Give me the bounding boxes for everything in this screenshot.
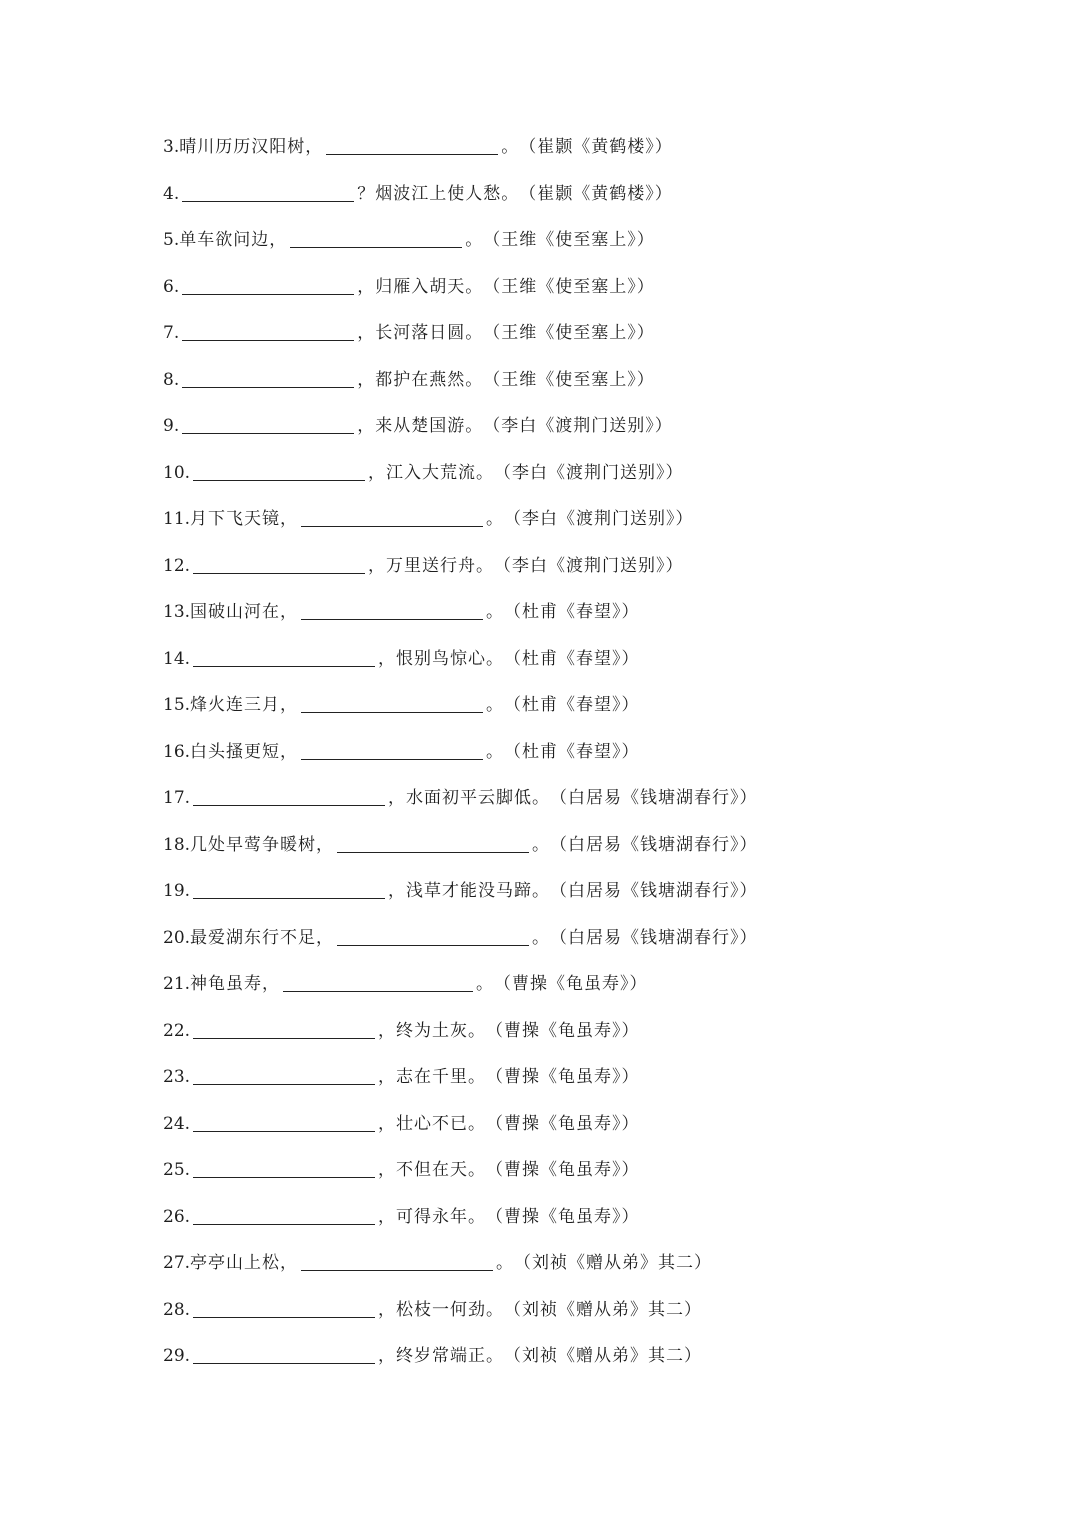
- question-number: 3.: [163, 137, 180, 157]
- poem-source: （刘祯《赠从弟》其二）: [504, 1346, 703, 1366]
- poem-source: （曹操《龟虽寿》）: [494, 974, 648, 994]
- question-item: [163, 221, 655, 251]
- verse-following-text: ，恨别鸟惊心。: [378, 648, 505, 669]
- question-number: 12.: [163, 555, 191, 576]
- poem-source: （刘祯《赠从弟》其二）: [504, 1299, 703, 1320]
- question-item: [163, 1198, 640, 1228]
- verse-given-text: 晴川历历汉阳树，: [179, 137, 324, 157]
- answer-blank[interactable]: [193, 1113, 375, 1132]
- question-number: 27.: [163, 1253, 191, 1273]
- verse-following-text: 。: [486, 741, 505, 762]
- poem-source: （刘祯《赠从弟》其二）: [514, 1253, 713, 1273]
- verse-given-text: 国破山河在，: [190, 602, 299, 622]
- verse-following-text: 。: [532, 834, 551, 855]
- question-number: 26.: [163, 1206, 191, 1227]
- poem-source: （杜甫《春望》）: [504, 695, 640, 715]
- answer-blank[interactable]: [326, 136, 498, 155]
- answer-blank[interactable]: [193, 1206, 375, 1225]
- poem-source: （曹操《龟虽寿》）: [486, 1160, 640, 1180]
- question-number: 9.: [163, 416, 180, 436]
- question-number: 10.: [163, 462, 191, 483]
- verse-following-text: 。: [465, 230, 484, 250]
- answer-blank[interactable]: [193, 1066, 375, 1085]
- answer-blank[interactable]: [337, 834, 529, 853]
- poem-source: （王维《使至塞上》）: [483, 276, 655, 297]
- question-item: [163, 175, 673, 205]
- answer-blank[interactable]: [182, 369, 354, 388]
- question-item: [163, 268, 655, 298]
- question-number: 4.: [163, 183, 180, 204]
- question-item: [163, 872, 758, 902]
- question-item: [163, 919, 758, 949]
- poem-source: （王维《使至塞上》）: [483, 369, 655, 390]
- verse-following-text: ，终为土灰。: [378, 1020, 487, 1041]
- verse-following-text: ，万里送行舟。: [368, 555, 495, 576]
- verse-following-text: 。: [476, 974, 495, 994]
- poem-source: （崔颢《黄鹤楼》）: [519, 137, 673, 157]
- answer-blank[interactable]: [193, 1159, 375, 1178]
- verse-following-text: ，可得永年。: [378, 1206, 487, 1227]
- question-item: [163, 314, 655, 344]
- verse-following-text: ？烟波江上使人愁。: [357, 183, 520, 204]
- answer-blank[interactable]: [301, 1252, 493, 1271]
- question-number: 28.: [163, 1299, 191, 1320]
- question-item: [163, 1337, 702, 1367]
- question-item: [163, 640, 640, 670]
- poem-source: （李白《渡荆门送别》）: [494, 462, 684, 483]
- question-item: [163, 686, 640, 716]
- verse-following-text: 。: [486, 695, 505, 715]
- verse-following-text: ，终岁常端正。: [378, 1346, 505, 1366]
- answer-blank[interactable]: [182, 183, 354, 202]
- verse-given-text: 月下飞天镜，: [190, 509, 299, 529]
- answer-blank[interactable]: [290, 229, 462, 248]
- answer-blank[interactable]: [337, 927, 529, 946]
- question-item: [163, 547, 684, 577]
- question-number: 25.: [163, 1160, 191, 1180]
- answer-blank[interactable]: [193, 555, 365, 574]
- question-item: [163, 1151, 640, 1181]
- poem-source: （崔颢《黄鹤楼》）: [519, 183, 673, 204]
- question-item: [163, 826, 758, 856]
- verse-following-text: ，志在千里。: [378, 1067, 487, 1087]
- verse-given-text: 神龟虽寿，: [190, 974, 281, 994]
- question-number: 18.: [163, 834, 191, 855]
- answer-blank[interactable]: [193, 648, 375, 667]
- verse-given-text: 白头搔更短，: [190, 741, 299, 762]
- question-number: 17.: [163, 788, 191, 808]
- question-number: 22.: [163, 1020, 191, 1041]
- question-item: [163, 1012, 640, 1042]
- verse-following-text: ，浅草才能没马蹄。: [388, 881, 551, 901]
- question-number: 21.: [163, 974, 191, 994]
- answer-blank[interactable]: [193, 880, 385, 899]
- verse-given-text: 亭亭山上松，: [190, 1253, 299, 1273]
- verse-given-text: 最爱湖东行不足，: [190, 927, 335, 948]
- question-number: 5.: [163, 230, 180, 250]
- poem-source: （曹操《龟虽寿》）: [486, 1020, 640, 1041]
- verse-given-text: 烽火连三月，: [190, 695, 299, 715]
- question-item: [163, 361, 655, 391]
- question-item: [163, 454, 684, 484]
- verse-following-text: 。: [486, 602, 505, 622]
- answer-blank[interactable]: [193, 1020, 375, 1039]
- verse-following-text: ，水面初平云脚低。: [388, 788, 551, 808]
- answer-blank[interactable]: [182, 276, 354, 295]
- verse-following-text: 。: [496, 1253, 515, 1273]
- poem-source: （白居易《钱塘湖春行》）: [550, 881, 758, 901]
- question-item: [163, 779, 758, 809]
- verse-following-text: ，松枝一何劲。: [378, 1299, 505, 1320]
- question-number: 13.: [163, 602, 191, 622]
- question-number: 20.: [163, 927, 191, 948]
- verse-following-text: ，不但在天。: [378, 1160, 487, 1180]
- question-number: 6.: [163, 276, 180, 297]
- poem-source: （杜甫《春望》）: [504, 602, 640, 622]
- question-number: 8.: [163, 369, 180, 390]
- question-number: 15.: [163, 695, 191, 715]
- question-number: 7.: [163, 323, 180, 343]
- poem-source: （李白《渡荆门送别》）: [483, 416, 673, 436]
- poem-source: （白居易《钱塘湖春行》）: [550, 788, 758, 808]
- verse-following-text: ，江入大荒流。: [368, 462, 495, 483]
- question-item: [163, 1244, 712, 1274]
- poem-source: （杜甫《春望》）: [504, 741, 640, 762]
- answer-blank[interactable]: [301, 694, 483, 713]
- poem-source: （王维《使至塞上》）: [483, 323, 655, 343]
- verse-following-text: 。: [532, 927, 551, 948]
- verse-following-text: ，都护在燕然。: [357, 369, 484, 390]
- question-number: 16.: [163, 741, 191, 762]
- question-item: [163, 1105, 640, 1135]
- verse-following-text: 。: [501, 137, 520, 157]
- poem-source: （曹操《龟虽寿》）: [486, 1113, 640, 1134]
- question-item: [163, 593, 640, 623]
- question-item: [163, 1291, 702, 1321]
- question-item: [163, 733, 640, 763]
- question-number: 24.: [163, 1113, 191, 1134]
- poem-source: （李白《渡荆门送别》）: [504, 509, 694, 529]
- answer-blank[interactable]: [301, 508, 483, 527]
- answer-blank[interactable]: [193, 462, 365, 481]
- answer-blank[interactable]: [182, 322, 354, 341]
- verse-given-text: 几处早莺争暖树，: [190, 834, 335, 855]
- verse-given-text: 单车欲问边，: [179, 230, 288, 250]
- question-number: 29.: [163, 1346, 191, 1366]
- poem-source: （杜甫《春望》）: [504, 648, 640, 669]
- question-number: 11.: [163, 509, 191, 529]
- question-number: 19.: [163, 881, 191, 901]
- verse-following-text: ，来从楚国游。: [357, 416, 484, 436]
- poem-source: （王维《使至塞上》）: [483, 230, 655, 250]
- verse-following-text: ，壮心不已。: [378, 1113, 487, 1134]
- verse-following-text: ，长河落日圆。: [357, 323, 484, 343]
- answer-blank[interactable]: [193, 1299, 375, 1318]
- question-number: 14.: [163, 648, 191, 669]
- answer-blank[interactable]: [301, 741, 483, 760]
- poem-source: （李白《渡荆门送别》）: [494, 555, 684, 576]
- question-number: 23.: [163, 1067, 191, 1087]
- question-item: [163, 965, 648, 995]
- answer-blank[interactable]: [301, 601, 483, 620]
- answer-blank[interactable]: [182, 415, 354, 434]
- verse-following-text: 。: [486, 509, 505, 529]
- poem-source: （白居易《钱塘湖春行》）: [550, 834, 758, 855]
- verse-following-text: ，归雁入胡天。: [357, 276, 484, 297]
- question-item: [163, 1058, 640, 1088]
- answer-blank[interactable]: [193, 1345, 375, 1364]
- answer-blank[interactable]: [283, 973, 473, 992]
- answer-blank[interactable]: [193, 787, 385, 806]
- question-item: [163, 128, 673, 158]
- poem-source: （曹操《龟虽寿》）: [486, 1067, 640, 1087]
- poem-source: （曹操《龟虽寿》）: [486, 1206, 640, 1227]
- question-item: [163, 407, 673, 437]
- question-item: [163, 500, 694, 530]
- poem-source: （白居易《钱塘湖春行》）: [550, 927, 758, 948]
